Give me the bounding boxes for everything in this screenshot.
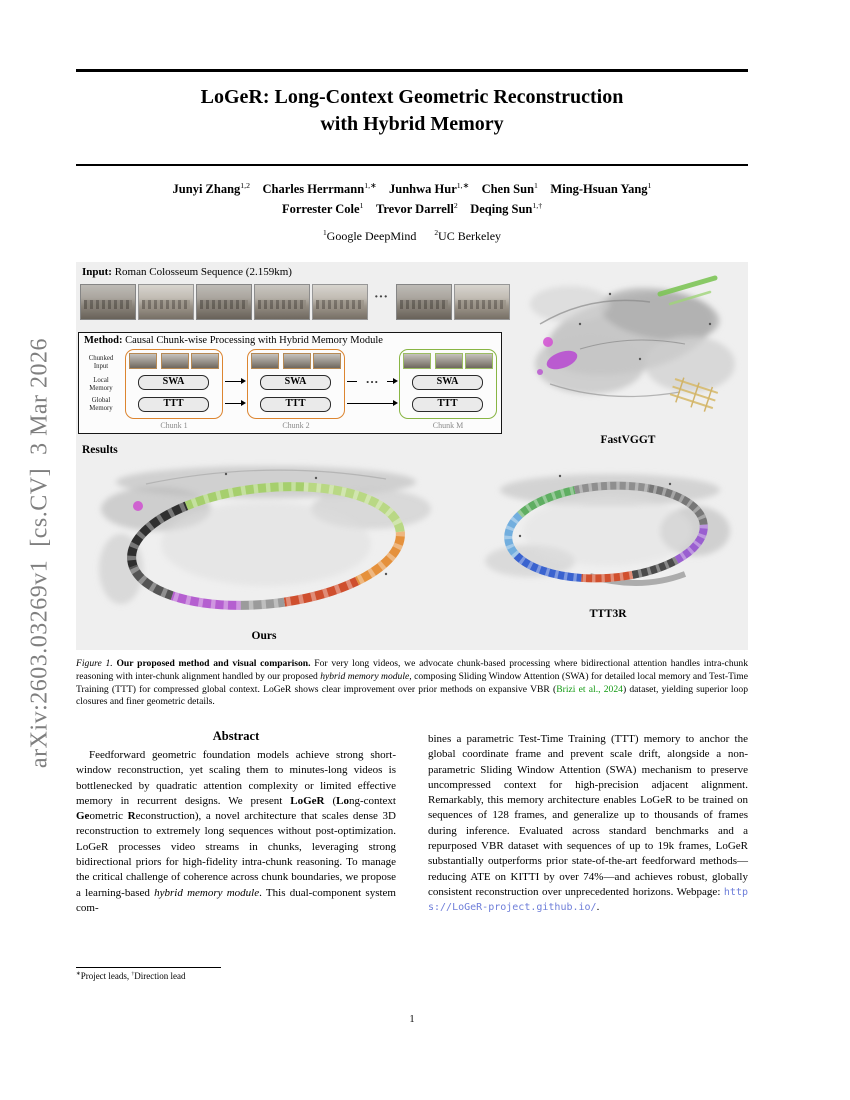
input-frame-thumbnail bbox=[196, 284, 252, 320]
footnote: ∗Project leads, †Direction lead bbox=[76, 971, 186, 981]
side-label-local-memory: Local Memory bbox=[89, 377, 113, 392]
swa-arrow-1 bbox=[225, 381, 244, 382]
chunk-frame-thumbnail bbox=[283, 353, 311, 369]
arxiv-watermark: arXiv:2603.03269v1 [cs.CV] 3 Mar 2026 bbox=[26, 337, 53, 769]
page-number: 1 bbox=[409, 1014, 415, 1025]
chunk-frame-thumbnail bbox=[251, 353, 279, 369]
results-label: Results bbox=[82, 444, 118, 456]
fastvggt-label: FastVGGT bbox=[600, 434, 656, 446]
chunk-m-label: Chunk M bbox=[432, 421, 464, 430]
chunk-2-group bbox=[247, 349, 345, 419]
abstract-left-column: Feedforward geometric foundation models achieve strong short-window reconstruction, yet scaling them to minutes-long videos is bottlenecked by quadratic attention complexity or limited effective memory in recurrent designs. We present LoGeR (Long-context Geometric Reconstruction), a novel architecture that scales dense 3D reconstruction to extremely long sequences without post-optimization. LoGeR processes video streams in chunks, leveraging strong bidirectional priors for high-fidelity intra-chunk reasoning. To manage the critical challenge of coherence across chunk boundaries, we propose a learning-based hybrid memory module. This dual-component system com- bbox=[76, 749, 396, 914]
citation-link-brizi-2024[interactable]: Brizi et al., 2024 bbox=[556, 683, 623, 695]
chunk-frame-thumbnail bbox=[435, 353, 463, 369]
ttt-arrow-1 bbox=[225, 403, 244, 404]
ttt-arrow-2 bbox=[347, 403, 396, 404]
chunk-sequence-ellipsis: ··· bbox=[357, 374, 387, 390]
ours-label: Ours bbox=[251, 630, 277, 642]
chunk-2-label: Chunk 2 bbox=[282, 421, 310, 430]
chunk-frame-thumbnail bbox=[191, 353, 219, 369]
magenta-patch bbox=[133, 501, 143, 511]
paper-title-line2: with Hybrid Memory bbox=[320, 113, 504, 135]
figure-1-caption: Figure 1. Our proposed method and visual comparison. For very long videos, we advocate chunk-based processing where bidirectional attention handles intra-chunk reasoning with inter-chunk alignment handled by our proposed hybrid memory module, composing Sliding Window Attention (SWA) for detailed local memory and Test-Time Training (TTT) for compressed global context. LoGeR shows clear improvement over prior methods on expansive VBR (Brizi et al., 2024) dataset, yielding superior loop closures and finer geometric details. bbox=[76, 658, 749, 708]
chunk-frame-thumbnail bbox=[313, 353, 341, 369]
abstract-right-column: bines a parametric Test-Time Training (TTT) memory to anchor the global coordinate frame and prevent scale drift, alongside a non-parametric Sliding Window Attention (SWA) mechanism to preserve uncompressed context for high-precision adjacent alignment. Remarkably, this memory architecture enables LoGeR to be trained on sequences of 128 frames, and generalize up to thousands of frames during inference. Evaluated across standard benchmarks and a repurposed VBR dataset with sequences of up to 19k frames, LoGeR substantially outperforms prior state-of-the-art feedforward methods—reducing ATE on KITTI by over 74%—and achieves robust, globally consistent reconstruction over unprecedented horizons. Webpage: https://LoGeR-project.github.io/. bbox=[428, 733, 748, 914]
ours-pointcloud bbox=[86, 454, 442, 626]
project-webpage-link[interactable]: https://LoGeR-project.github.io/ bbox=[428, 886, 748, 914]
chunk-frame-thumbnail bbox=[465, 353, 493, 369]
side-label-chunked-input: Chunked Input bbox=[88, 355, 114, 370]
side-label-global-memory: Global Memory bbox=[89, 397, 113, 412]
paper-title-line1: LoGeR: Long-Context Geometric Reconstruction bbox=[200, 86, 624, 108]
input-frame-thumbnail bbox=[312, 284, 368, 320]
figure-1 bbox=[76, 262, 748, 650]
input-frame-thumbnail bbox=[138, 284, 194, 320]
ttt3r-pointcloud bbox=[470, 456, 746, 604]
input-frame-thumbnail bbox=[80, 284, 136, 320]
chunk-m-group bbox=[399, 349, 497, 419]
paper-title bbox=[76, 84, 748, 138]
input-frame-thumbnail bbox=[254, 284, 310, 320]
chunk-frame-thumbnail bbox=[403, 353, 431, 369]
chunk-1-group bbox=[125, 349, 223, 419]
author-line-2: Forrester Cole$^1$ Trevor Darrell$^2$ Deqing Sun$^{1,\dagger}$ bbox=[281, 200, 543, 216]
method-box bbox=[78, 332, 502, 434]
abstract-heading: Abstract bbox=[212, 729, 260, 743]
input-sequence-ellipsis: ··· bbox=[373, 290, 388, 305]
input-frame-thumbnail bbox=[396, 284, 452, 320]
chunk-1-label: Chunk 1 bbox=[160, 421, 188, 430]
figure-input-header: Input: Roman Colosseum Sequence (2.159km) bbox=[82, 266, 292, 278]
swa-box: SWA bbox=[138, 375, 209, 390]
input-frame-thumbnail bbox=[454, 284, 510, 320]
author-line-1: Junyi Zhang$^{1,2}$ Charles Herrmann$^{1,∗}$ Junhwa Hur$^{1,∗}$ Chen Sun$^1$ Ming-Hsuan Yang$^1$ bbox=[172, 180, 652, 196]
method-header: Method: Causal Chunk-wise Processing with Hybrid Memory Module bbox=[84, 335, 383, 346]
chunk-frame-thumbnail bbox=[129, 353, 157, 369]
gray-cloud bbox=[530, 279, 735, 394]
ttt-box: TTT bbox=[260, 397, 331, 412]
title-rule bbox=[76, 164, 748, 166]
fastvggt-pointcloud bbox=[510, 264, 746, 432]
ttt-box: TTT bbox=[412, 397, 483, 412]
swa-box: SWA bbox=[260, 375, 331, 390]
ttt-box: TTT bbox=[138, 397, 209, 412]
affiliations: $^1$Google DeepMind $^2$UC Berkeley bbox=[322, 228, 502, 243]
swa-box: SWA bbox=[412, 375, 483, 390]
top-rule bbox=[76, 69, 748, 72]
footnote-rule bbox=[76, 967, 221, 968]
chunk-frame-thumbnail bbox=[161, 353, 189, 369]
ttt3r-label: TTT3R bbox=[589, 608, 627, 620]
